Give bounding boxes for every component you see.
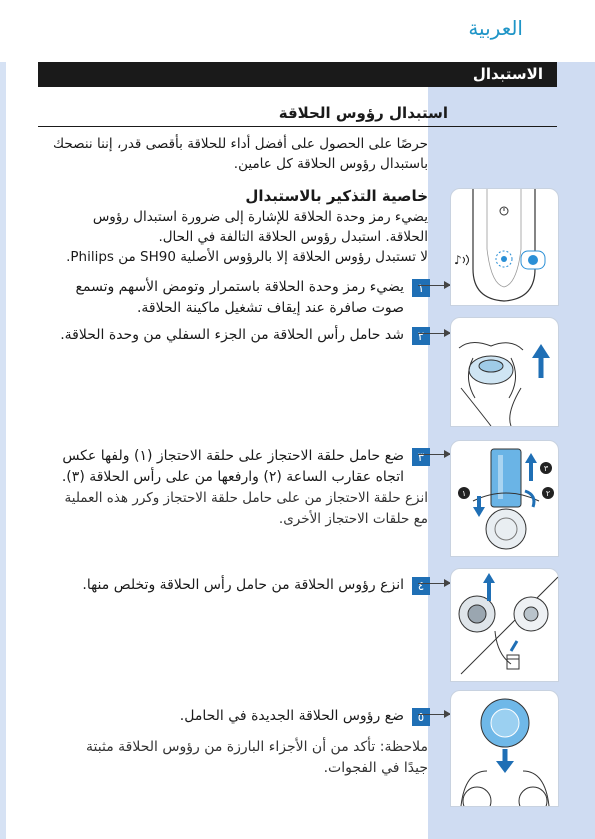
step-3-note [38,488,428,530]
illustration-remove-heads [450,568,559,682]
note-line: جيدًا في الفجوات. [323,760,428,776]
step-text [62,446,404,488]
remove-heads-illustration [451,569,558,681]
illustration-shaver-display [450,188,559,306]
callout-line [418,333,450,334]
step-number: ٣ [412,448,430,466]
step-number: ٥ [412,708,430,726]
step-text [180,706,404,727]
reminder-line: يضيء رمز وحدة الحلاقة للإشارة إلى ضرورة استبدال رؤوس [92,209,428,225]
step-line: ضع رؤوس الحلاقة الجديدة في الحامل. [179,708,404,724]
step-line: صوت صافرة عند إيقاف تشغيل ماكينة الحلاقة. [136,300,404,316]
svg-text:♪: ♪ [454,253,462,267]
step-number: ٢ [412,327,430,345]
illustration-pull-holder [450,317,559,427]
note-line: انزع حلقة الاحتجاز من على حامل حلقة الاحتجاز وكرر هذه العملية [64,490,428,506]
step-text [76,277,404,319]
subsection-title: استبدال رؤوس الحلاقة [278,104,448,122]
note-line: ملاحظة: تأكد من أن الأجزاء البارزة من رؤوس الحلاقة مثبتة [86,739,428,755]
step-text [82,575,404,596]
step-line: شد حامل رأس الحلاقة من الجزء السفلي من وحدة الحلاقة. [60,327,404,343]
shaver-display-illustration [451,189,558,305]
section-title: الاستبدال [472,65,543,83]
callout-line [418,285,450,286]
left-color-band [0,62,6,839]
step-2 [30,325,430,346]
callout-line [418,714,450,715]
figure-label: ١ [461,489,467,498]
illustration-retaining-ring [450,440,559,557]
step-line: ضع حامل حلقة الاحتجاز على حلقة الاحتجاز (١) ولفها عكس [62,448,404,464]
intro-paragraph [38,134,428,174]
step-line: انزع رؤوس الحلاقة من حامل رأس الحلاقة وتخلص منها. [82,577,404,593]
figure-label: ٣ [543,464,549,473]
intro-line: باستبدال رؤوس الحلاقة كل عامين. [233,156,428,172]
language-label: العربية [468,16,523,40]
step-5 [30,706,430,727]
step-4 [30,575,430,596]
step-3 [30,446,430,488]
reminder-paragraph [38,207,428,267]
reminder-title: خاصية التذكير بالاستبدال [245,187,428,205]
reminder-line: الحلاقة. استبدل رؤوس الحلاقة التالفة في الحال. [158,229,428,245]
step-1 [30,277,430,319]
step-number: ١ [412,279,430,297]
pull-holder-illustration [451,318,558,426]
step-line: اتجاه عقارب الساعة (٢) وارفعها من على رأس الحلاقة (٣). [61,469,404,485]
heading-rule [38,126,557,127]
step-5-note [38,737,428,779]
step-number: ٤ [412,577,430,595]
callout-line [418,454,450,455]
illustration-insert-heads [450,690,559,807]
figure-label: ٢ [545,489,551,498]
retaining-ring-illustration [451,441,558,556]
note-line: مع حلقات الاحتجاز الأخرى. [278,511,428,527]
step-line: يضيء رمز وحدة الحلاقة باستمرار وتومض الأسهم وتسمع [75,279,404,295]
insert-heads-illustration [451,691,558,806]
section-title-bar [38,62,557,87]
reminder-note: لا تستبدل رؤوس الحلاقة إلا بالرؤوس الأصلية SH90 من Philips. [66,249,428,265]
intro-line: حرصًا على الحصول على أفضل أداء للحلاقة بأقصى قدر، إننا ننصحك [53,136,428,152]
step-text [60,325,404,346]
callout-line [418,583,450,584]
